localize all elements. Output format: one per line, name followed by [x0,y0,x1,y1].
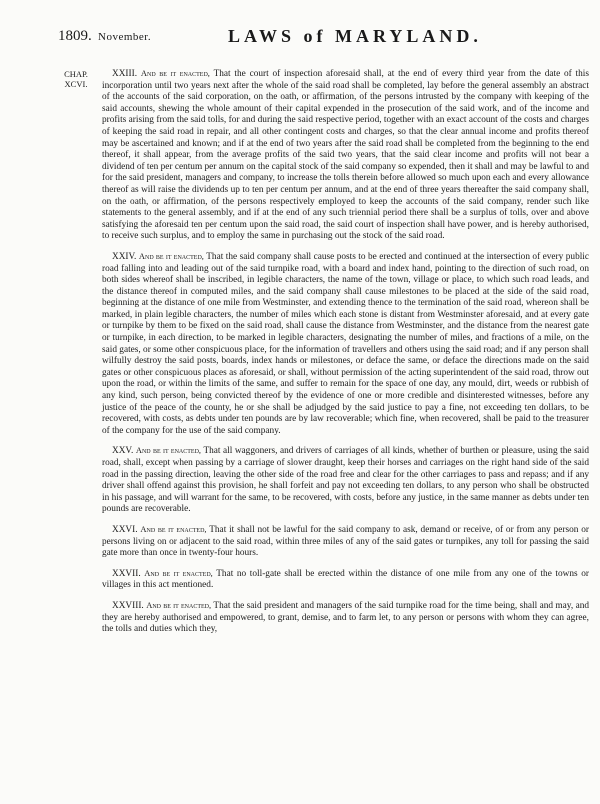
section-text: That no toll-gate shall be erected within the distance of one mile from any one of the towns or villages in this act mentioned. [102,568,590,591]
header-title: LAWS of MARYLAND. [228,26,482,46]
enacting-clause: And be it enacted, [146,599,212,610]
section-text: That the said company shall cause posts to be erected and continued at the intersection of every public road falling into and leading out of the said turnpike road, with a board and index hand, pointing to the direction of such road, on both sides whereof shall be inscribed, in legible characters, the name of the town, village or place, to which such road leads, and the distance thereof in computed miles, and the said company shall cause milestones to be placed at the side of the said road, beginning at the distance of one mile from Westminster, and extending thence to the termination of the said road, whereon shall be marked, in plain legible characters, the number of miles which each stone is distant from Westminster aforesaid, and at every gate or turnpike by them to be fixed on the said road, shall cause the distance from Westminster, and the distance from the nearest gate or turnpike, in each direction, to be marked in legible characters, designating the number of miles, and fractions of a mile, on the said gates, or some other conspicuous place, for the information of travellers and others using the said road; and if any person shall wilfully destroy the said posts, boards, index hands or milestones, or deface the same, or deface the directions made on the said gates or other conspicuous places as aforesaid, or shall, without permission of the acting superintendent of the said road, throw out upon the road, or within the limits of the same, and suffer to remain for the space of one day, any mould, dirt, weeds or rubbish of any kind, such person, being convicted thereof by the evidence of one or more credible and disinterested witnesses, before any justice of the peace of the county, he or she shall be adjudged by the said justice to pay a fine, not exceeding ten dollars, to be recovered, with costs, as debts under ten pounds are by law recoverable; which fine, when recovered, shall be paid to the treasurer of the company for the use of the said company. [102,251,590,436]
section-27 [102,568,589,592]
enacting-clause: And be it enacted, [140,523,207,534]
section-number: XXVIII. [112,600,144,611]
enacting-clause: And be it enacted, [135,445,202,456]
section-number: XXV. [112,446,134,457]
section-text: That it shall not be lawful for the said company to ask, demand or receive, of or from any person or persons living on or adjacent to the said road, within three miles of any of the said gates or turnpikes, any toll for passing the said gate more than once in twenty-four hours. [102,524,590,559]
body-text [102,68,589,644]
section-text: That all waggoners, and drivers of carriages of all kinds, whether of burthen or pleasure, using the said road, shall, except when passing by a carriage of slower draught, keep their horses and carriages on the right hand side of the said road in the passing direction, leaving the other side of the road free and clear for the other carriages to pass and repass; and if any driver shall offend against this provision, he shall forfeit and pay not exceeding ten dollars, to any person who shall be obstructed in his passage, and will warrant for the same, to be recovered, with costs, before any justice, in the same manner as debts under ten pounds are recoverable. [102,446,589,515]
section-25 [102,445,589,516]
section-28 [102,600,589,636]
section-26 [102,524,589,560]
enacting-clause: And be it enacted, [138,250,204,261]
section-number: XXVI. [112,524,138,535]
section-text: That the court of inspection aforesaid shall, at the end of every third year from the date of this incorporation until two years next after the whole of the said road shall be completed, lay before the general assembly an abstract of the accounts of the said corporation, on the oath, or affirmation, of the persons intrusted by the company with keeping of the said accounts, shewing the whole amount of their capital expended in the prosecution of the said work, and of the income and profits arising from the said tolls, for and during the said respective period, together with an exact account of the costs and charges of keeping the said road in repair, and all other contingent costs and charges, so that the clear annual income and profits thereof may be ascertained and known; and if at the end of two years after the said road shall be completed from the beginning to the end thereof, it shall appear, from the average profits of the said two years, that the said clear income and profits will not bear a dividend of ten per centum per annum on the capital stock of the said company so expended, then it shall and may be lawful to and for the said president, managers and company, to increase the tolls therein before allowed so much upon each and every allowance thereof as will raise the dividends up to ten per centum per annum, and at the end of three years thereafter the said company shall, on the oath, or affirmation, of the persons respectively employed to keep the accounts of the said company, render such like statements to the general assembly, and if at the end of any such triennial period there shall be a surplus of tolls, over and above satisfying the aforesaid ten per centum upon the said road, the said court of inspection shall have power, and is hereby authorised, to receive such surplus, and to employ the same in purchasing out the stock of the said road. [102,69,589,242]
sidenote-chap: CHAP. [64,69,88,79]
sidenote-number: XCVI. [64,79,88,89]
section-number: XXVII. [112,568,141,579]
enacting-clause: And be it enacted, [144,567,213,578]
header-month: November. [98,31,152,43]
chapter-sidenote [60,69,92,89]
section-number: XXIII. [112,69,138,79]
section-23 [102,68,589,243]
section-24 [102,251,589,438]
running-header [58,26,588,50]
header-year: 1809. [58,28,92,44]
section-text: That the said president and managers of the said turnpike road for the time being, shall and may, and they are hereby authorised and empowered, to grant, demise, and to farm let, to any person or persons with whom they can agree, the tolls and duties which they, [102,600,590,635]
enacting-clause: And be it enacted, [140,68,210,78]
section-number: XXIV. [112,251,137,262]
